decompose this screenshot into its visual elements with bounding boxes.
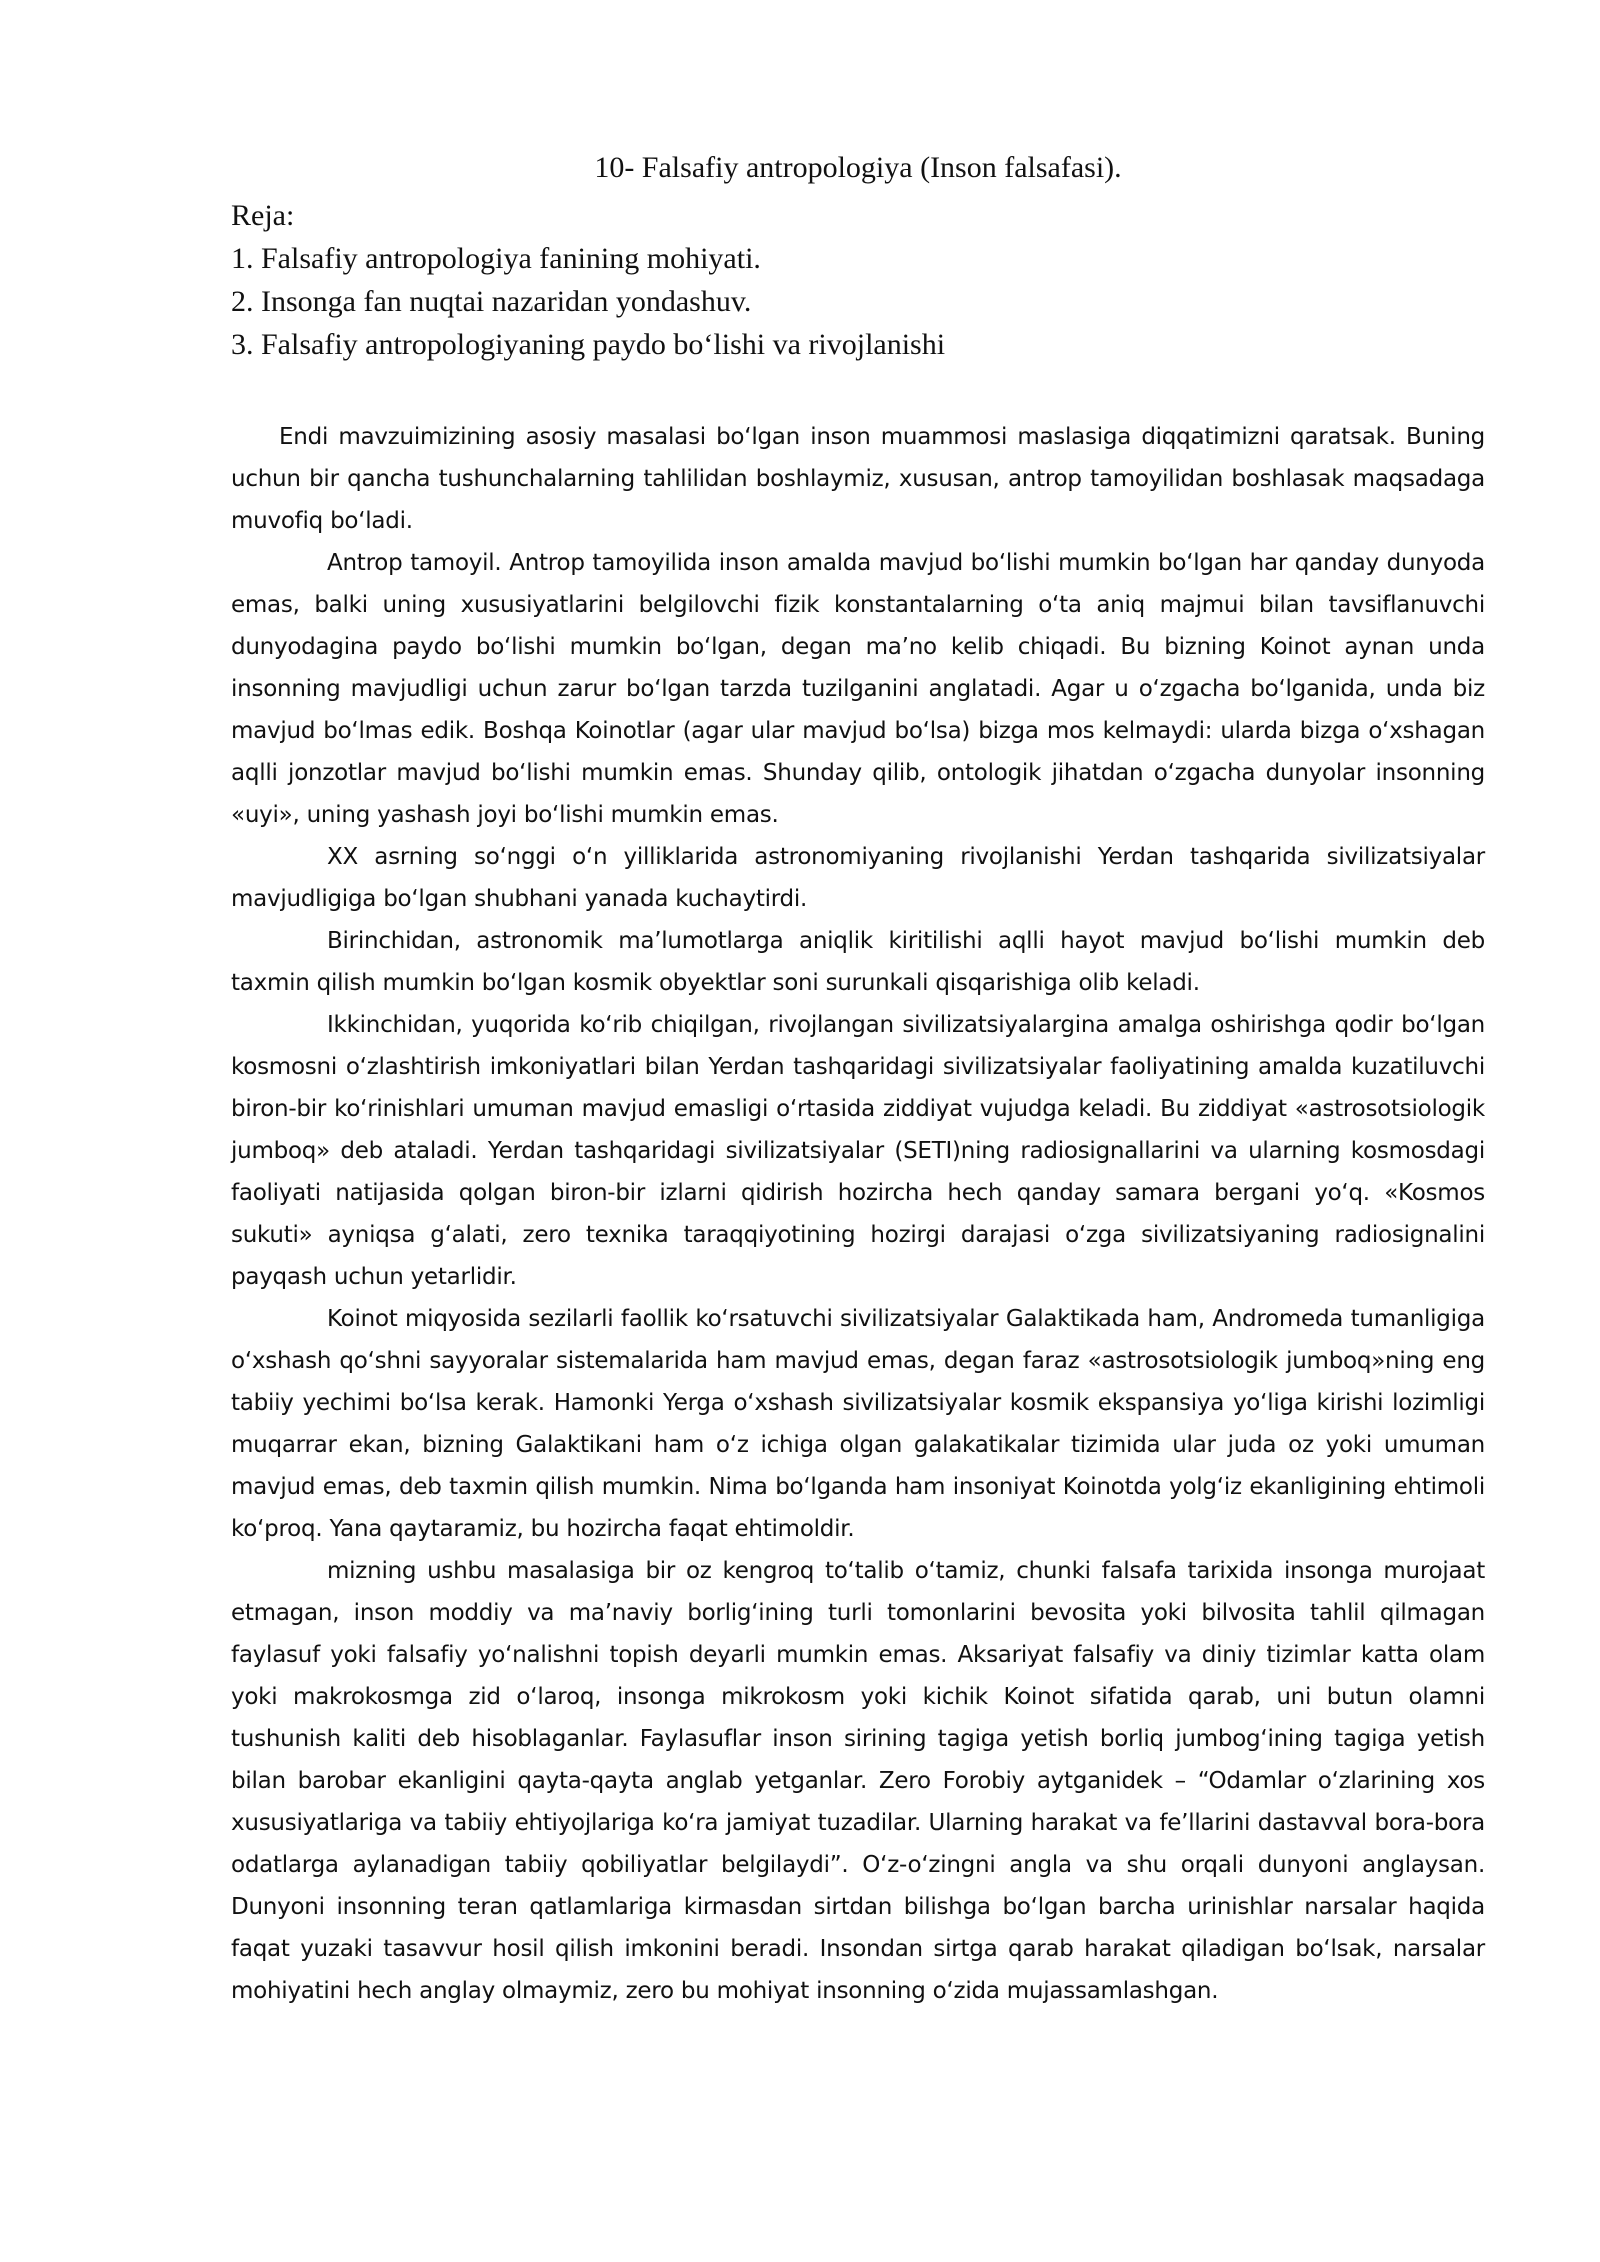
plan-item-2: 2. Insonga fan nuqtai nazaridan yondashuv.	[231, 285, 752, 318]
plan-heading: Reja:	[231, 199, 295, 232]
paragraph-antrop-tamoyil: Antrop tamoyil. Antrop tamoyilida inson amalda mavjud bo‘lishi mumkin bo‘lgan har qanday dunyoda emas, balki uning xususiyatlarini belgilovchi fizik konstantalarning o‘ta aniq majmui bilan tavsiflanuvchi dunyodagina paydo bo‘lishi mumkin bo‘lgan, degan ma’no kelib chiqadi. Bu bizning Koinot aynan unda insonning mavjudligi uchun zarur bo‘lgan tarzda tuzilganini anglatadi. Agar u o‘zgacha bo‘lganida, unda biz mavjud bo‘lmas edik. Boshqa Koinotlar (agar ular mavjud bo‘lsa) bizga mos kelmaydi: ularda bizga o‘xshagan aqlli jonzotlar mavjud bo‘lishi mumkin emas. Shunday qilib, ontologik jihatdan o‘zgacha dunyolar insonning «uyi», uning yashash joyi bo‘lishi mumkin emas.	[231, 550, 1485, 828]
paragraph-birinchidan: Birinchidan, astronomik ma’lumotlarga aniqlik kiritilishi aqlli hayot mavjud bo‘lishi mumkin deb taxmin qilish mumkin bo‘lgan kosmik obyektlar soni surunkali qisqarishiga olib keladi.	[231, 928, 1485, 996]
plan-section	[231, 194, 1485, 366]
document-body	[231, 416, 1485, 2012]
paragraph-falsafa-tarixi: mizning ushbu masalasiga bir oz kengroq to‘talib o‘tamiz, chunki falsafa tarixida insonga murojaat etmagan, inson moddiy va ma’naviy borlig‘ining turli tomonlarini bevosita yoki bilvosita tahlil qilmagan faylasuf yoki falsafiy yo‘nalishni topish deyarli mumkin emas. Aksariyat falsafiy va diniy tizimlar katta olam yoki makrokosmga zid o‘laroq, insonga mikrokosm yoki kichik Koinot sifatida qarab, uni butun olamni tushunish kaliti deb hisoblaganlar. Faylasuflar inson sirining tagiga yetish borliq jumbog‘ining tagiga yetish bilan barobar ekanligini qayta-qayta anglab yetganlar. Zero Forobiy aytganidek – “Odamlar o‘zlarining xos xususiyatlariga va tabiiy ehtiyojlariga ko‘ra jamiyat tuzadilar. Ularning harakat va fe’llarini dastavval bora-bora odatlarga aylanadigan tabiiy qobiliyatlar belgilaydi”. O‘z-o‘zingni angla va shu orqali dunyoni anglaysan. Dunyoni insonning teran qatlamlariga kirmasdan sirtdan bilishga bo‘lgan barcha urinishlar narsalar haqida faqat yuzaki tasavvur hosil qilish imkonini beradi. Insondan sirtga qarab harakat qiladigan bo‘lsak, narsalar mohiyatini hech anglay olmaymiz, zero bu mohiyat insonning o‘zida mujassamlashgan.	[231, 1558, 1485, 2004]
plan-item-3: 3. Falsafiy antropologiyaning paydo bo‘lishi va rivojlanishi	[231, 328, 946, 361]
document-title: 10- Falsafiy antropologiya (Inson falsafasi).	[594, 151, 1122, 184]
paragraph-ikkinchidan: Ikkinchidan, yuqorida ko‘rib chiqilgan, rivojlangan sivilizatsiyalargina amalga oshirishga qodir bo‘lgan kosmosni o‘zlashtirish imkoniyatlari bilan Yerdan tashqaridagi sivilizatsiyalar faoliyatining amalda kuzatiluvchi biron-bir ko‘rinishlari umuman mavjud emasligi o‘rtasida ziddiyat vujudga keladi. Bu ziddiyat «astrosotsiologik jumboq» deb ataladi. Yerdan tashqaridagi sivilizatsiyalar (SETI)ning radiosignallarini va ularning kosmosdagi faoliyati natijasida qolgan biron-bir izlarni qidirish hozircha hech qanday samara bergani yo‘q. «Kosmos sukuti» ayniqsa g‘alati, zero texnika taraqqiyotining hozirgi darajasi o‘zga sivilizatsiyaning radiosignalini payqash uchun yetarlidir.	[231, 1012, 1485, 1290]
document-page	[231, 148, 1485, 2012]
paragraph-koinot: Koinot miqyosida sezilarli faollik ko‘rsatuvchi sivilizatsiyalar Galaktikada ham, Andromeda tumanligiga o‘xshash qo‘shni sayyoralar sistemalarida ham mavjud emas, degan faraz «astrosotsiologik jumboq»ning eng tabiiy yechimi bo‘lsa kerak. Hamonki Yerga o‘xshash sivilizatsiyalar kosmik ekspansiya yo‘liga kirishi lozimligi muqarrar ekan, bizning Galaktikani ham o‘z ichiga olgan galakatikalar tizimida ular juda oz yoki umuman mavjud emas, deb taxmin qilish mumkin. Nima bo‘lganda ham insoniyat Koinotda yolg‘iz ekanligining ehtimoli ko‘proq. Yana qaytaramiz, bu hozircha faqat ehtimoldir.	[231, 1306, 1485, 1542]
paragraph-intro: Endi mavzuimizining asosiy masalasi bo‘lgan inson muammosi maslasiga diqqatimizni qaratsak. Buning uchun bir qancha tushunchalarning tahlilidan boshlaymiz, xususan, antrop tamoyilidan boshlasak maqsadaga muvofiq bo‘ladi.	[231, 424, 1485, 534]
paragraph-xx-asr: XX asrning so‘nggi o‘n yilliklarida astronomiyaning rivojlanishi Yerdan tashqarida sivilizatsiyalar mavjudligiga bo‘lgan shubhani yanada kuchaytirdi.	[231, 844, 1485, 912]
plan-item-1: 1. Falsafiy antropologiya fanining mohiyati.	[231, 242, 761, 275]
